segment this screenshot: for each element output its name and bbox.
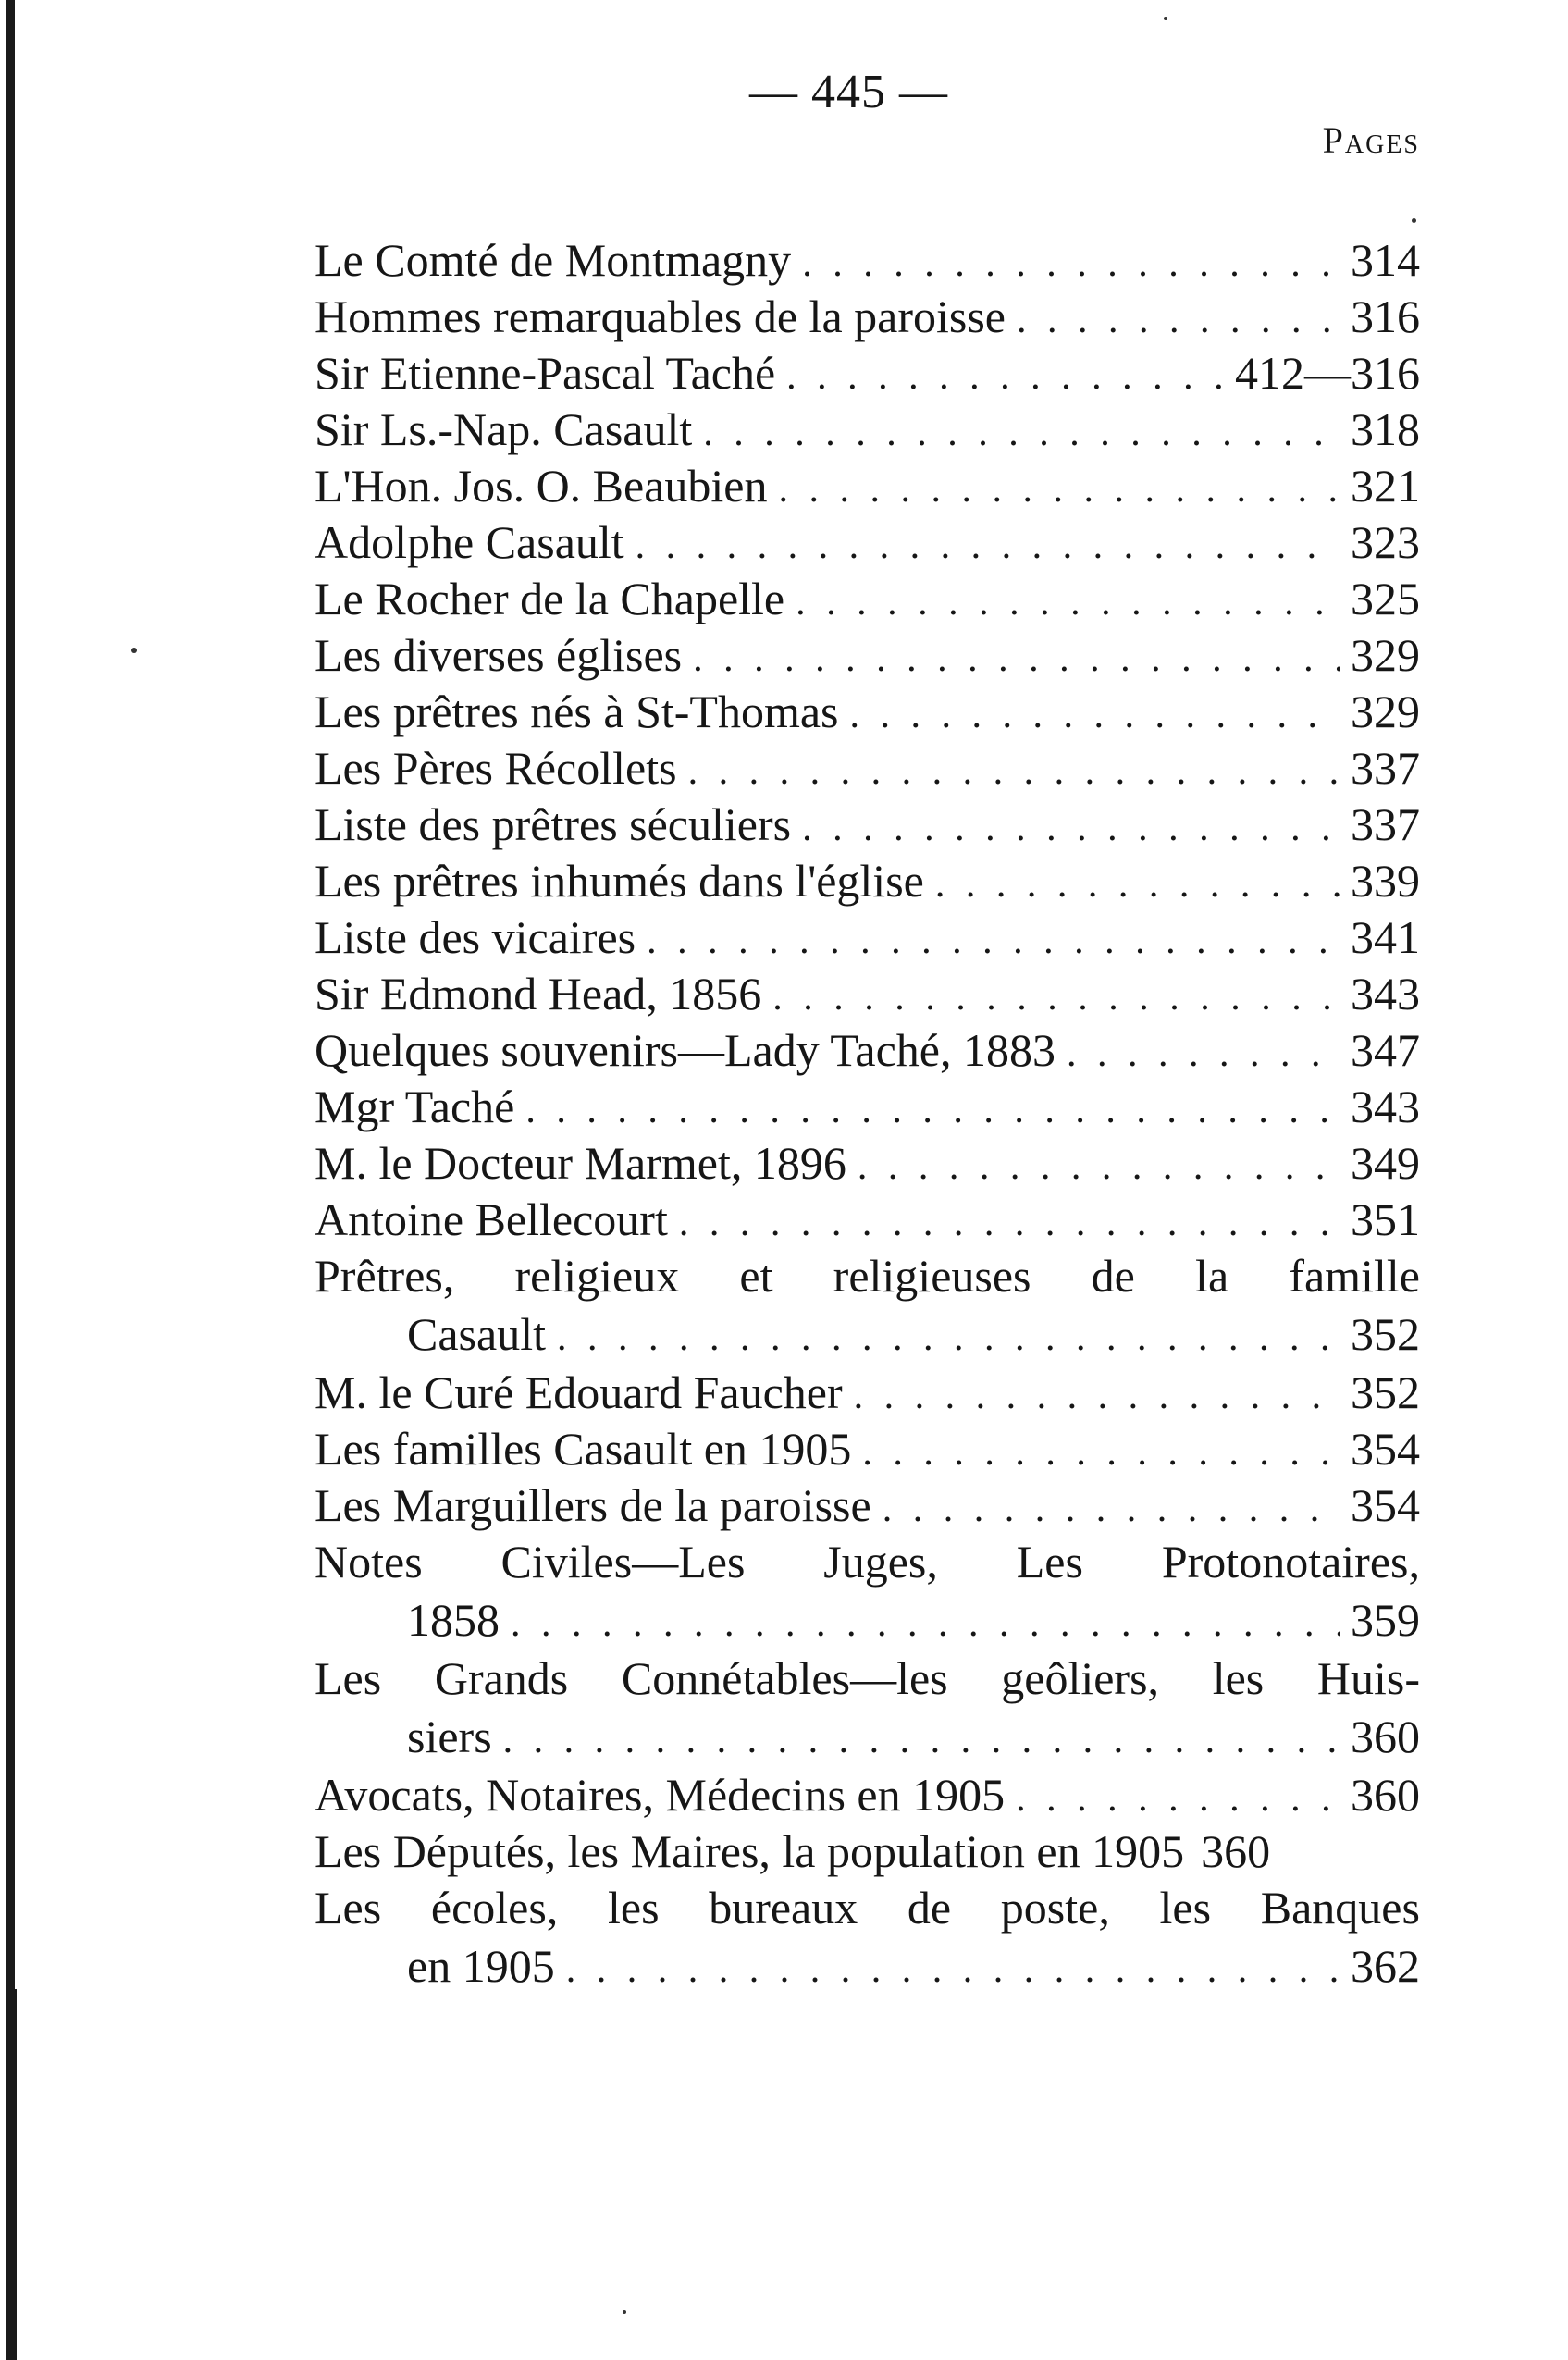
toc-entry [315,797,1420,854]
dot-leader [802,806,1340,850]
entry-title-word: Banques [1260,1882,1420,1934]
entry-title-word: de [1091,1250,1135,1302]
entry-page-number: 360 [1351,1711,1420,1762]
entry-title: Mgr Taché [315,1081,515,1132]
dot-leader [779,467,1340,512]
page-number: — 445 — [749,66,948,118]
entry-title-word: religieux [514,1250,680,1302]
entry-title: Le Comté de Montmagny [315,234,792,286]
stray-ink-mark [131,648,137,653]
dot-leader [854,1374,1340,1418]
entry-title: Les familles Casault en 1905 [315,1423,852,1475]
entry-page-number: 321 [1351,460,1420,512]
entry-page-number: 352 [1351,1366,1420,1418]
page-edge [6,1989,17,2360]
dot-leader [503,1718,1340,1762]
toc-entry [315,290,1420,346]
entry-title-word: la [1195,1250,1229,1302]
toc-entry [315,1824,1420,1881]
entry-title: Adolphe Casault [315,516,624,568]
entry-page-number: 337 [1351,798,1420,850]
entry-title-word: Connétables—les [621,1652,948,1704]
dot-leader [850,693,1340,737]
toc-entry [315,1478,1420,1535]
dot-leader [679,1201,1340,1245]
toc-entry [315,910,1420,967]
entry-title: Casault [407,1308,546,1360]
dot-leader [858,1144,1340,1189]
toc-entry [315,967,1420,1023]
dot-leader [1067,1032,1340,1076]
entry-title-word: écoles, [430,1882,559,1934]
entry-title: Sir Etienne-Pascal Taché [315,347,776,399]
entry-title: Antoine Bellecourt [315,1193,668,1245]
entry-title: Hommes remarquables de la paroisse [315,290,1006,342]
entry-title-word: et [739,1250,773,1302]
toc-entry [315,572,1420,628]
stray-ink-mark [623,2310,626,2314]
pages-column-heading: Pages [1322,119,1420,161]
entry-title: Avocats, Notaires, Médecins en 1905 [315,1769,1006,1821]
toc-entry [315,1939,1420,1997]
entry-title: Sir Edmond Head, 1856 [315,968,762,1019]
entry-page-number: 354 [1351,1479,1420,1531]
dot-leader [1016,1776,1340,1821]
entry-title-line [315,1249,1420,1307]
entry-title: M. le Docteur Marmet, 1896 [315,1137,846,1189]
toc-entry [315,685,1420,741]
toc-entry-multiline [315,1535,1420,1651]
entry-title-word: Juges, [823,1536,938,1588]
entry-title-word: Grands [434,1652,569,1704]
entry-page-number: 318 [1351,403,1420,455]
entry-title-word: les [607,1882,660,1934]
entry-page-number: 359 [1351,1594,1420,1646]
entry-title-line [315,1881,1420,1939]
dot-leader [935,862,1340,907]
entry-title-word: poste, [1000,1882,1110,1934]
entry-page-number: 314 [1351,234,1420,286]
toc-entry [315,1365,1420,1422]
entry-page-number: 347 [1351,1024,1420,1076]
entry-title-word: Notes [315,1536,423,1588]
toc-entry [315,1307,1420,1365]
entry-page-number: 352 [1351,1308,1420,1360]
table-of-contents [315,233,1420,1997]
entry-title-word: les [1212,1652,1265,1704]
dot-leader [636,524,1340,568]
entry-title-word: geôliers, [1001,1652,1160,1704]
toc-entry [315,628,1420,685]
entry-title: 1858 [407,1594,500,1646]
entry-page-number: 339 [1351,855,1420,907]
toc-entry [315,233,1420,290]
toc-entry-multiline [315,1651,1420,1768]
entry-page-number: 412—316 [1235,347,1420,399]
entry-title: Liste des vicaires [315,911,636,963]
entry-page-number: 325 [1351,573,1420,624]
entry-page-number: 337 [1351,742,1420,794]
entry-title-word: Les [1016,1536,1083,1588]
toc-entry [315,459,1420,515]
entry-title-word: famille [1289,1250,1420,1302]
entry-title: Les Marguillers de la paroisse [315,1479,871,1531]
entry-title: Quelques souvenirs—Lady Taché, 1883 [315,1024,1056,1076]
dot-leader [703,411,1340,455]
toc-entry [315,402,1420,459]
dot-leader [1017,298,1340,342]
entry-title-word: Prêtres, [315,1250,455,1302]
entry-title: L'Hon. Jos. O. Beaubien [315,460,768,512]
entry-title-word: Civiles—Les [500,1536,746,1588]
entry-title-line [315,1535,1420,1593]
entry-title-word: Les [315,1652,382,1704]
entry-title: en 1905 [407,1940,555,1992]
entry-page-number: 343 [1351,1081,1420,1132]
dot-leader [647,919,1340,963]
entry-title: Les Pères Récollets [315,742,677,794]
entry-page-number: 351 [1351,1193,1420,1245]
toc-entry [315,346,1420,402]
entry-title-word: Huis- [1316,1652,1420,1704]
toc-entry [315,741,1420,797]
dot-leader [802,241,1340,286]
entry-page-number: 360 [1201,1825,1271,1877]
toc-entry [315,1080,1420,1136]
entry-title-line [315,1651,1420,1710]
dot-leader [511,1601,1340,1646]
toc-entry [315,515,1420,572]
stray-ink-mark [1164,17,1167,20]
toc-entry [315,854,1420,910]
entry-title: Les prêtres inhumés dans l'église [315,855,924,907]
toc-entry [315,1192,1420,1249]
entry-title: Sir Ls.-Nap. Casault [315,403,693,455]
entry-title: Les Députés, les Maires, la population en 1905 [315,1825,1185,1877]
stray-ink-mark [1412,218,1416,223]
toc-entry [315,1710,1420,1768]
entry-title-word: de [907,1882,952,1934]
entry-title: Les diverses églises [315,629,683,681]
entry-title: Liste des prêtres séculiers [315,798,792,850]
entry-page-number: 341 [1351,911,1420,963]
entry-page-number: 343 [1351,968,1420,1019]
dot-leader [693,636,1340,681]
toc-entry [315,1023,1420,1080]
entry-page-number: 360 [1351,1769,1420,1821]
toc-entry [315,1136,1420,1192]
dot-leader [786,354,1224,399]
toc-entry [315,1593,1420,1651]
entry-title-word: Protonotaires, [1161,1536,1420,1588]
entry-page-number: 329 [1351,629,1420,681]
toc-entry-multiline [315,1249,1420,1365]
toc-entry [315,1768,1420,1824]
toc-entry [315,1422,1420,1478]
dot-leader [883,1487,1340,1531]
entry-page-number: 349 [1351,1137,1420,1189]
entry-page-number: 354 [1351,1423,1420,1475]
dot-leader [566,1947,1340,1992]
dot-leader [688,749,1340,794]
entry-title: M. le Curé Edouard Faucher [315,1366,843,1418]
entry-page-number: 329 [1351,686,1420,737]
toc-entry-multiline [315,1881,1420,1997]
dot-leader [772,975,1340,1019]
dot-leader [862,1430,1340,1475]
entry-title-word: Les [315,1882,382,1934]
dot-leader [557,1316,1340,1360]
dot-leader [525,1088,1340,1132]
entry-page-number: 323 [1351,516,1420,568]
entry-title-word: bureaux [709,1882,858,1934]
entry-title-word: les [1159,1882,1212,1934]
entry-title: siers [407,1711,492,1762]
entry-title-word: religieuses [833,1250,1031,1302]
entry-title: Les prêtres nés à St-Thomas [315,686,839,737]
dot-leader [796,580,1340,624]
entry-title: Le Rocher de la Chapelle [315,573,785,624]
entry-page-number: 316 [1351,290,1420,342]
entry-page-number: 362 [1351,1940,1420,1992]
